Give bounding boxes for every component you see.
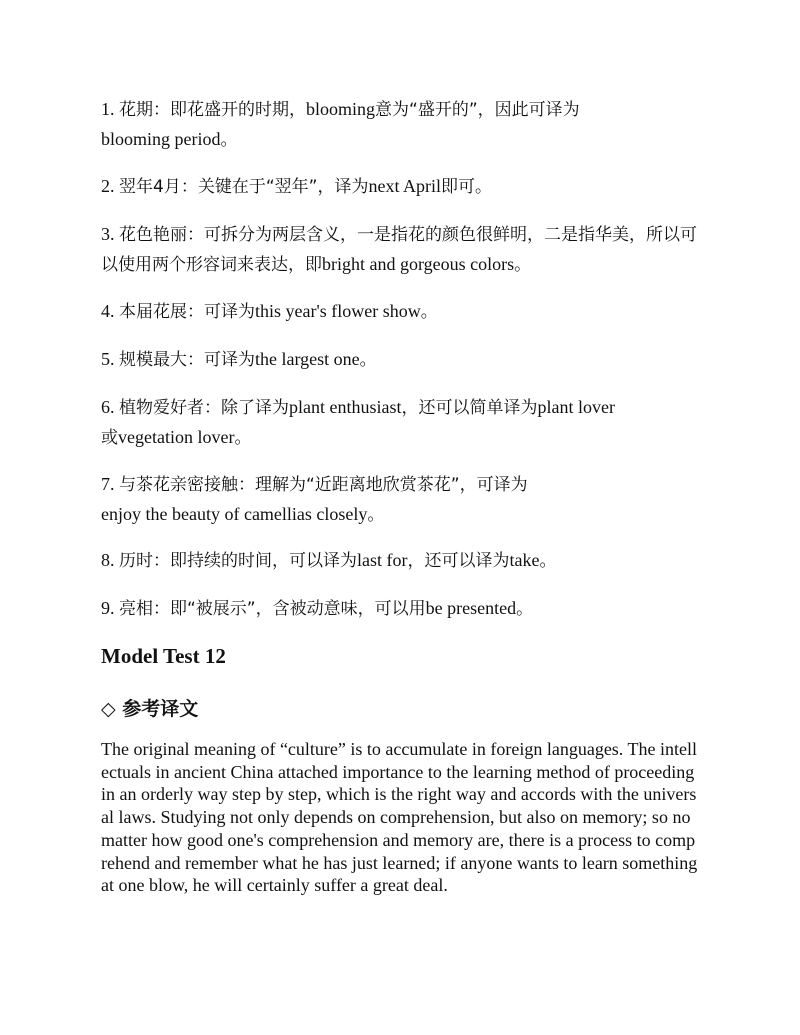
- note-english: be presented: [425, 598, 517, 618]
- note-end: 。: [516, 599, 534, 619]
- note-text: 除了译为: [221, 398, 289, 418]
- note-end: 。: [420, 302, 438, 322]
- note-english: bright and gorgeous colors: [322, 254, 515, 274]
- note-text: 意为“盛开的”，因此可译为: [375, 100, 580, 120]
- note-number: 5.: [101, 349, 119, 369]
- note-text: 关键在于“翌年”，译为: [197, 177, 369, 197]
- note-end: 。: [220, 130, 238, 150]
- model-test-title: Model Test 12: [101, 644, 226, 668]
- note-english: last for: [357, 550, 408, 570]
- note-english: the largest one: [255, 349, 360, 369]
- note-text: ，还可以译为: [407, 551, 510, 571]
- note-5: [101, 345, 701, 375]
- note-text: 即花盛开的时期，: [170, 100, 306, 120]
- note-7: [101, 470, 701, 530]
- note-8: [101, 546, 701, 576]
- note-9: [101, 594, 701, 624]
- note-english: vegetation lover: [118, 427, 235, 447]
- note-number: 1.: [101, 99, 119, 119]
- note-text: 可拆分为两层含义，一是指花的颜色很鲜明，二是指华美，所以可以使用两个形容词来表达，即: [101, 225, 697, 275]
- note-end: 即可。: [440, 177, 492, 197]
- note-text: ，还可以简单译为: [401, 398, 538, 418]
- note-term: 植物爱好者：: [119, 398, 221, 418]
- note-number: 8.: [101, 550, 119, 570]
- note-end: 。: [359, 350, 377, 370]
- note-number: 2.: [101, 176, 119, 196]
- note-number: 3.: [101, 224, 119, 244]
- note-2: [101, 172, 701, 202]
- note-english: enjoy the beauty of camellias closely: [101, 504, 368, 524]
- note-4: [101, 297, 701, 327]
- note-english: plant lover: [537, 397, 615, 417]
- note-term: 花期：: [119, 100, 170, 120]
- note-number: 6.: [101, 397, 119, 417]
- note-end: 。: [234, 428, 252, 448]
- note-number: 9.: [101, 598, 119, 618]
- note-term: 花色艳丽：: [119, 225, 204, 245]
- note-end: 。: [514, 255, 532, 275]
- note-english: blooming: [306, 99, 376, 119]
- note-english: plant enthusiast: [289, 397, 402, 417]
- note-term: 本届花展：: [119, 302, 204, 322]
- note-number: 7.: [101, 474, 119, 494]
- note-end: 。: [367, 505, 385, 525]
- note-end: 。: [539, 551, 557, 571]
- note-6: [101, 393, 701, 453]
- note-number: 4.: [101, 301, 119, 321]
- note-1: [101, 95, 701, 155]
- note-text: 可译为: [204, 350, 255, 370]
- note-english: next April: [368, 176, 441, 196]
- translation-paragraph: The original meaning of “culture” is to accumulate in foreign languages. The intellectuals in ancient China attached importance to the learning method of proceeding in an orderly way step by step, which is the right way and accords with the universal laws. Studying not only depends on comprehension, but also on memory; so no matter how good one's comprehension and memory are, there is a process to comprehend and remember what he has just learned; if anyone wants to learn something at one blow, he will certainly suffer a great deal.: [101, 739, 698, 896]
- reference-translation-heading: ◇ 参考译文: [101, 698, 199, 720]
- note-term: 规模最大：: [119, 350, 204, 370]
- note-english: take: [509, 550, 540, 570]
- note-english: blooming period: [101, 129, 221, 149]
- note-english: this year's flower show: [255, 301, 421, 321]
- note-text: 理解为“近距离地欣赏茶花”，可译为: [255, 475, 528, 495]
- note-term: 亮相：: [119, 599, 170, 619]
- note-term: 与茶花亲密接触：: [119, 475, 255, 495]
- note-3: [101, 220, 701, 280]
- note-text: 可译为: [204, 302, 255, 322]
- note-term: 历时：: [119, 551, 170, 571]
- note-text: 即“被展示”，含被动意味，可以用: [170, 599, 426, 619]
- note-term: 翌年4月：: [119, 177, 198, 197]
- note-text: 即持续的时间，可以译为: [170, 551, 357, 571]
- note-text: 或: [101, 428, 118, 448]
